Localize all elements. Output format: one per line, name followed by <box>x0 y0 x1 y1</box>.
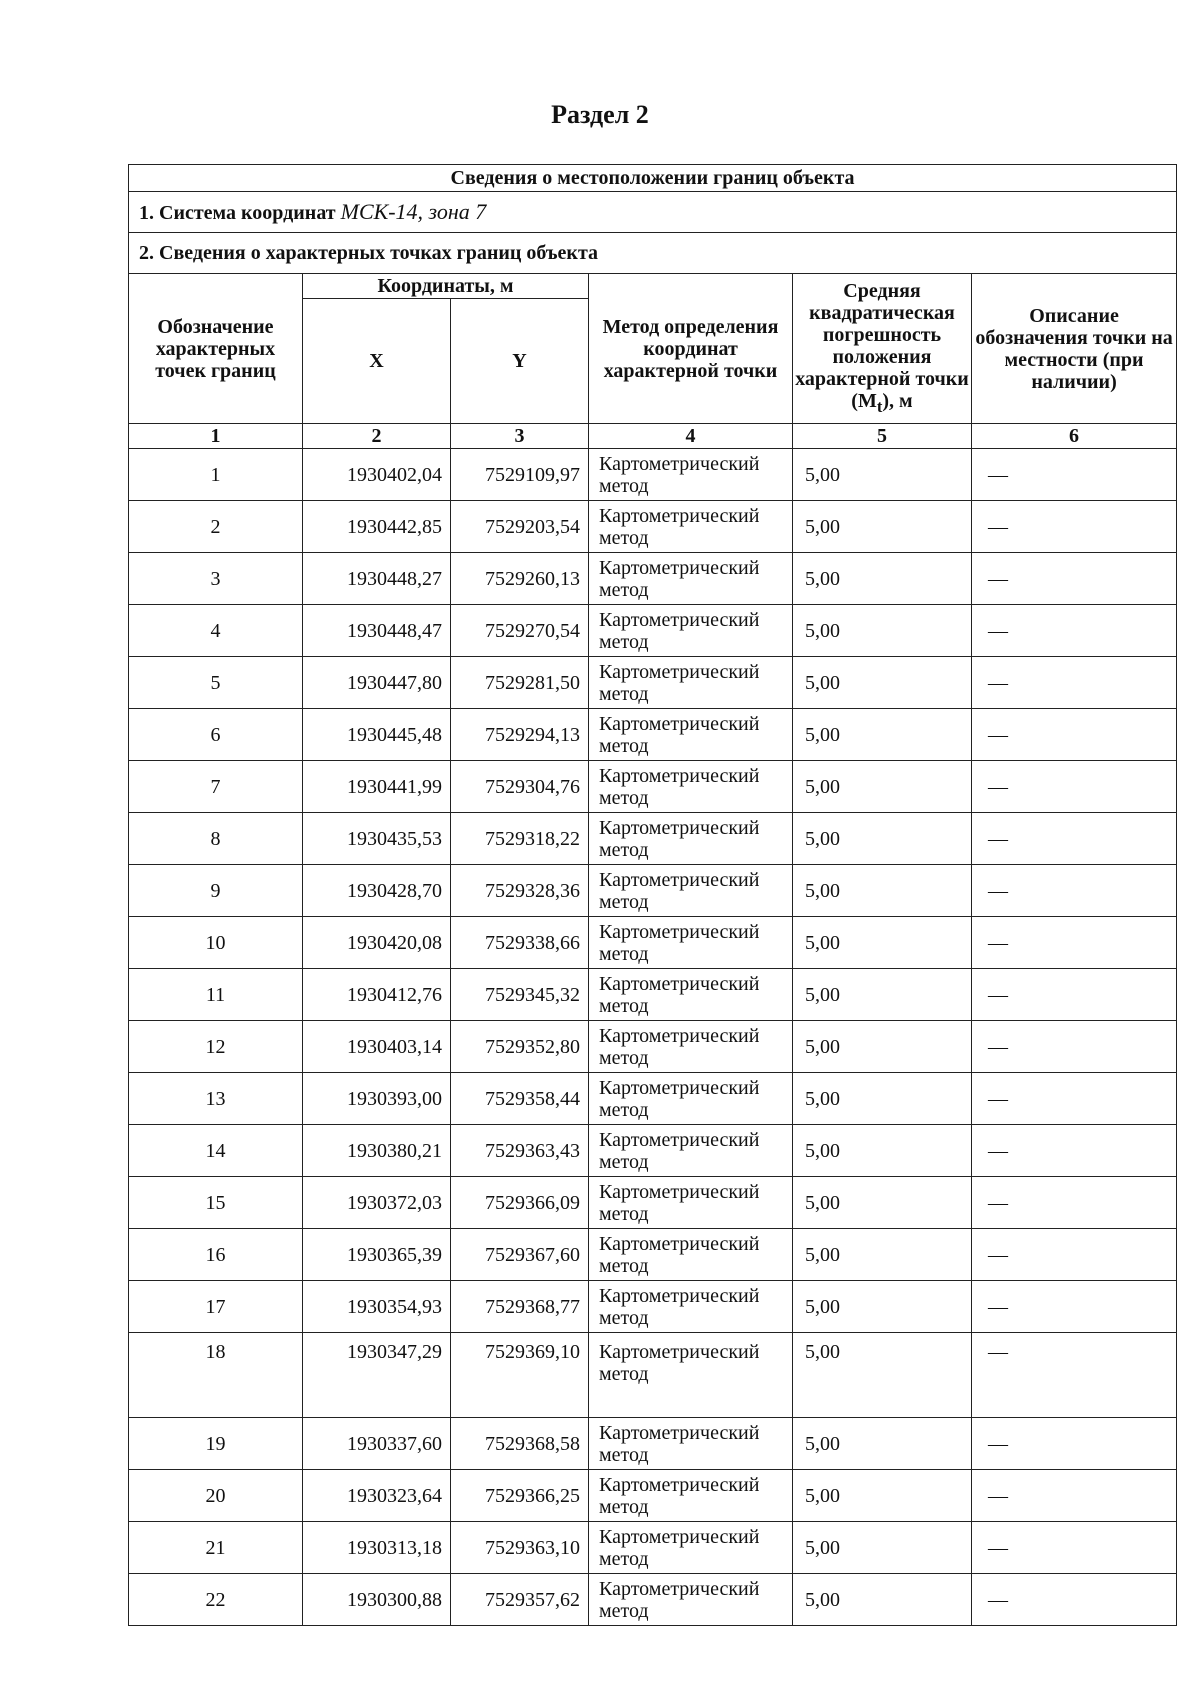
error-value: 5,00 <box>793 605 972 657</box>
coord-x: 1930347,29 <box>303 1333 451 1418</box>
point-number: 2 <box>129 501 303 553</box>
coord-y: 7529304,76 <box>451 761 589 813</box>
description: — <box>972 709 1177 761</box>
point-number: 18 <box>129 1333 303 1418</box>
error-value: 5,00 <box>793 969 972 1021</box>
description: — <box>972 969 1177 1021</box>
coord-system-value: МСК-14, зона 7 <box>340 198 487 224</box>
point-number: 16 <box>129 1229 303 1281</box>
table-row <box>129 1177 1177 1229</box>
coord-x: 1930313,18 <box>303 1522 451 1574</box>
coord-x: 1930300,88 <box>303 1574 451 1626</box>
column-number: 1 <box>129 424 303 449</box>
error-value: 5,00 <box>793 1281 972 1333</box>
header-x: X <box>303 299 451 424</box>
description: — <box>972 1073 1177 1125</box>
description: — <box>972 1177 1177 1229</box>
method: Картометрический метод <box>589 1125 793 1177</box>
coord-y: 7529357,62 <box>451 1574 589 1626</box>
coord-x: 1930445,48 <box>303 709 451 761</box>
error-value: 5,00 <box>793 1229 972 1281</box>
description: — <box>972 813 1177 865</box>
column-number: 2 <box>303 424 451 449</box>
method: Картометрический метод <box>589 1333 793 1418</box>
header-point-designation: Обозначение характерных точек границ <box>129 274 303 424</box>
coord-y: 7529260,13 <box>451 553 589 605</box>
error-value: 5,00 <box>793 553 972 605</box>
table-title: Сведения о местоположении границ объекта <box>129 165 1177 192</box>
description: — <box>972 917 1177 969</box>
table-row <box>129 1418 1177 1470</box>
method: Картометрический метод <box>589 1021 793 1073</box>
coord-x: 1930372,03 <box>303 1177 451 1229</box>
point-number: 1 <box>129 449 303 501</box>
coord-x: 1930441,99 <box>303 761 451 813</box>
coord-y: 7529345,32 <box>451 969 589 1021</box>
column-number: 4 <box>589 424 793 449</box>
coord-x: 1930412,76 <box>303 969 451 1021</box>
description: — <box>972 1021 1177 1073</box>
method: Картометрический метод <box>589 813 793 865</box>
description: — <box>972 1418 1177 1470</box>
table-row <box>129 1125 1177 1177</box>
method: Картометрический метод <box>589 1522 793 1574</box>
table-row <box>129 917 1177 969</box>
error-value: 5,00 <box>793 449 972 501</box>
table-row <box>129 553 1177 605</box>
table-row <box>129 1073 1177 1125</box>
description: — <box>972 1470 1177 1522</box>
coord-x: 1930448,27 <box>303 553 451 605</box>
method: Картометрический метод <box>589 501 793 553</box>
table-row <box>129 449 1177 501</box>
coord-y: 7529363,10 <box>451 1522 589 1574</box>
coord-system-row <box>129 192 1177 233</box>
table-row <box>129 969 1177 1021</box>
table-row <box>129 1281 1177 1333</box>
coord-y: 7529328,36 <box>451 865 589 917</box>
point-number: 17 <box>129 1281 303 1333</box>
header-error-text: Средняя квадратическая погрешность положения характерной точки (M <box>795 280 969 413</box>
coord-system-label: 1. Система координат <box>139 201 336 224</box>
method: Картометрический метод <box>589 969 793 1021</box>
coord-x: 1930323,64 <box>303 1470 451 1522</box>
point-number: 22 <box>129 1574 303 1626</box>
description: — <box>972 553 1177 605</box>
table-row <box>129 1229 1177 1281</box>
coord-x: 1930420,08 <box>303 917 451 969</box>
point-number: 10 <box>129 917 303 969</box>
coord-y: 7529294,13 <box>451 709 589 761</box>
method: Картометрический метод <box>589 761 793 813</box>
error-value: 5,00 <box>793 1177 972 1229</box>
coord-y: 7529366,09 <box>451 1177 589 1229</box>
point-number: 3 <box>129 553 303 605</box>
error-value: 5,00 <box>793 1522 972 1574</box>
method: Картометрический метод <box>589 605 793 657</box>
coord-y: 7529109,97 <box>451 449 589 501</box>
coord-x: 1930435,53 <box>303 813 451 865</box>
coord-y: 7529366,25 <box>451 1470 589 1522</box>
header-method: Метод определения координат характерной точки <box>589 274 793 424</box>
method: Картометрический метод <box>589 553 793 605</box>
point-number: 4 <box>129 605 303 657</box>
error-value: 5,00 <box>793 1021 972 1073</box>
error-value: 5,00 <box>793 761 972 813</box>
method: Картометрический метод <box>589 1229 793 1281</box>
header-description: Описание обозначения точки на местности (при наличии) <box>972 274 1177 424</box>
point-number: 7 <box>129 761 303 813</box>
description: — <box>972 1281 1177 1333</box>
table-row <box>129 1470 1177 1522</box>
error-value: 5,00 <box>793 1073 972 1125</box>
coord-y: 7529369,10 <box>451 1333 589 1418</box>
coord-y: 7529318,22 <box>451 813 589 865</box>
method: Картометрический метод <box>589 1073 793 1125</box>
error-value: 5,00 <box>793 1125 972 1177</box>
coord-x: 1930393,00 <box>303 1073 451 1125</box>
description: — <box>972 1125 1177 1177</box>
method: Картометрический метод <box>589 1177 793 1229</box>
coord-y: 7529368,77 <box>451 1281 589 1333</box>
header-y: Y <box>451 299 589 424</box>
coord-x: 1930442,85 <box>303 501 451 553</box>
error-value: 5,00 <box>793 1333 972 1418</box>
point-number: 15 <box>129 1177 303 1229</box>
method: Картометрический метод <box>589 1281 793 1333</box>
table-row <box>129 813 1177 865</box>
error-value: 5,00 <box>793 865 972 917</box>
table-row <box>129 1574 1177 1626</box>
coord-y: 7529363,43 <box>451 1125 589 1177</box>
column-number: 6 <box>972 424 1177 449</box>
table-row <box>129 1021 1177 1073</box>
error-value: 5,00 <box>793 657 972 709</box>
coord-y: 7529352,80 <box>451 1021 589 1073</box>
method: Картометрический метод <box>589 1418 793 1470</box>
table-row <box>129 1333 1177 1418</box>
coord-x: 1930365,39 <box>303 1229 451 1281</box>
point-number: 5 <box>129 657 303 709</box>
table-row <box>129 709 1177 761</box>
point-number: 13 <box>129 1073 303 1125</box>
method: Картометрический метод <box>589 917 793 969</box>
point-number: 21 <box>129 1522 303 1574</box>
coord-y: 7529358,44 <box>451 1073 589 1125</box>
coord-y: 7529270,54 <box>451 605 589 657</box>
header-error <box>793 274 972 424</box>
description: — <box>972 605 1177 657</box>
coord-y: 7529367,60 <box>451 1229 589 1281</box>
coord-x: 1930402,04 <box>303 449 451 501</box>
description: — <box>972 1333 1177 1418</box>
method: Картометрический метод <box>589 709 793 761</box>
error-value: 5,00 <box>793 501 972 553</box>
coord-y: 7529203,54 <box>451 501 589 553</box>
error-value: 5,00 <box>793 917 972 969</box>
table-row <box>129 761 1177 813</box>
coord-x: 1930448,47 <box>303 605 451 657</box>
column-number: 3 <box>451 424 589 449</box>
coord-x: 1930380,21 <box>303 1125 451 1177</box>
header-coordinates: Координаты, м <box>303 274 589 299</box>
column-numbers-row <box>129 424 1177 449</box>
coord-y: 7529281,50 <box>451 657 589 709</box>
table-row <box>129 605 1177 657</box>
table-row <box>129 865 1177 917</box>
column-number: 5 <box>793 424 972 449</box>
method: Картометрический метод <box>589 865 793 917</box>
coord-y: 7529338,66 <box>451 917 589 969</box>
table-row <box>129 657 1177 709</box>
error-value: 5,00 <box>793 709 972 761</box>
point-number: 9 <box>129 865 303 917</box>
points-title: 2. Сведения о характерных точках границ объекта <box>129 233 1177 274</box>
page-title: Раздел 2 <box>551 100 649 129</box>
table-row <box>129 501 1177 553</box>
point-number: 14 <box>129 1125 303 1177</box>
description: — <box>972 449 1177 501</box>
point-number: 6 <box>129 709 303 761</box>
error-value: 5,00 <box>793 1418 972 1470</box>
method: Картометрический метод <box>589 449 793 501</box>
error-value: 5,00 <box>793 1574 972 1626</box>
point-number: 11 <box>129 969 303 1021</box>
description: — <box>972 1522 1177 1574</box>
table-row <box>129 1522 1177 1574</box>
header-error-unit: ), м <box>882 390 913 413</box>
description: — <box>972 501 1177 553</box>
description: — <box>972 865 1177 917</box>
point-number: 20 <box>129 1470 303 1522</box>
coord-x: 1930428,70 <box>303 865 451 917</box>
coord-x: 1930403,14 <box>303 1021 451 1073</box>
coord-x: 1930447,80 <box>303 657 451 709</box>
error-value: 5,00 <box>793 1470 972 1522</box>
method: Картометрический метод <box>589 1470 793 1522</box>
method: Картометрический метод <box>589 657 793 709</box>
header-error-sub: t <box>876 397 883 417</box>
description: — <box>972 1574 1177 1626</box>
point-number: 8 <box>129 813 303 865</box>
boundary-points-table <box>128 164 1177 1626</box>
point-number: 19 <box>129 1418 303 1470</box>
coord-y: 7529368,58 <box>451 1418 589 1470</box>
error-value: 5,00 <box>793 813 972 865</box>
point-number: 12 <box>129 1021 303 1073</box>
coord-x: 1930337,60 <box>303 1418 451 1470</box>
description: — <box>972 761 1177 813</box>
description: — <box>972 657 1177 709</box>
description: — <box>972 1229 1177 1281</box>
coord-x: 1930354,93 <box>303 1281 451 1333</box>
method: Картометрический метод <box>589 1574 793 1626</box>
